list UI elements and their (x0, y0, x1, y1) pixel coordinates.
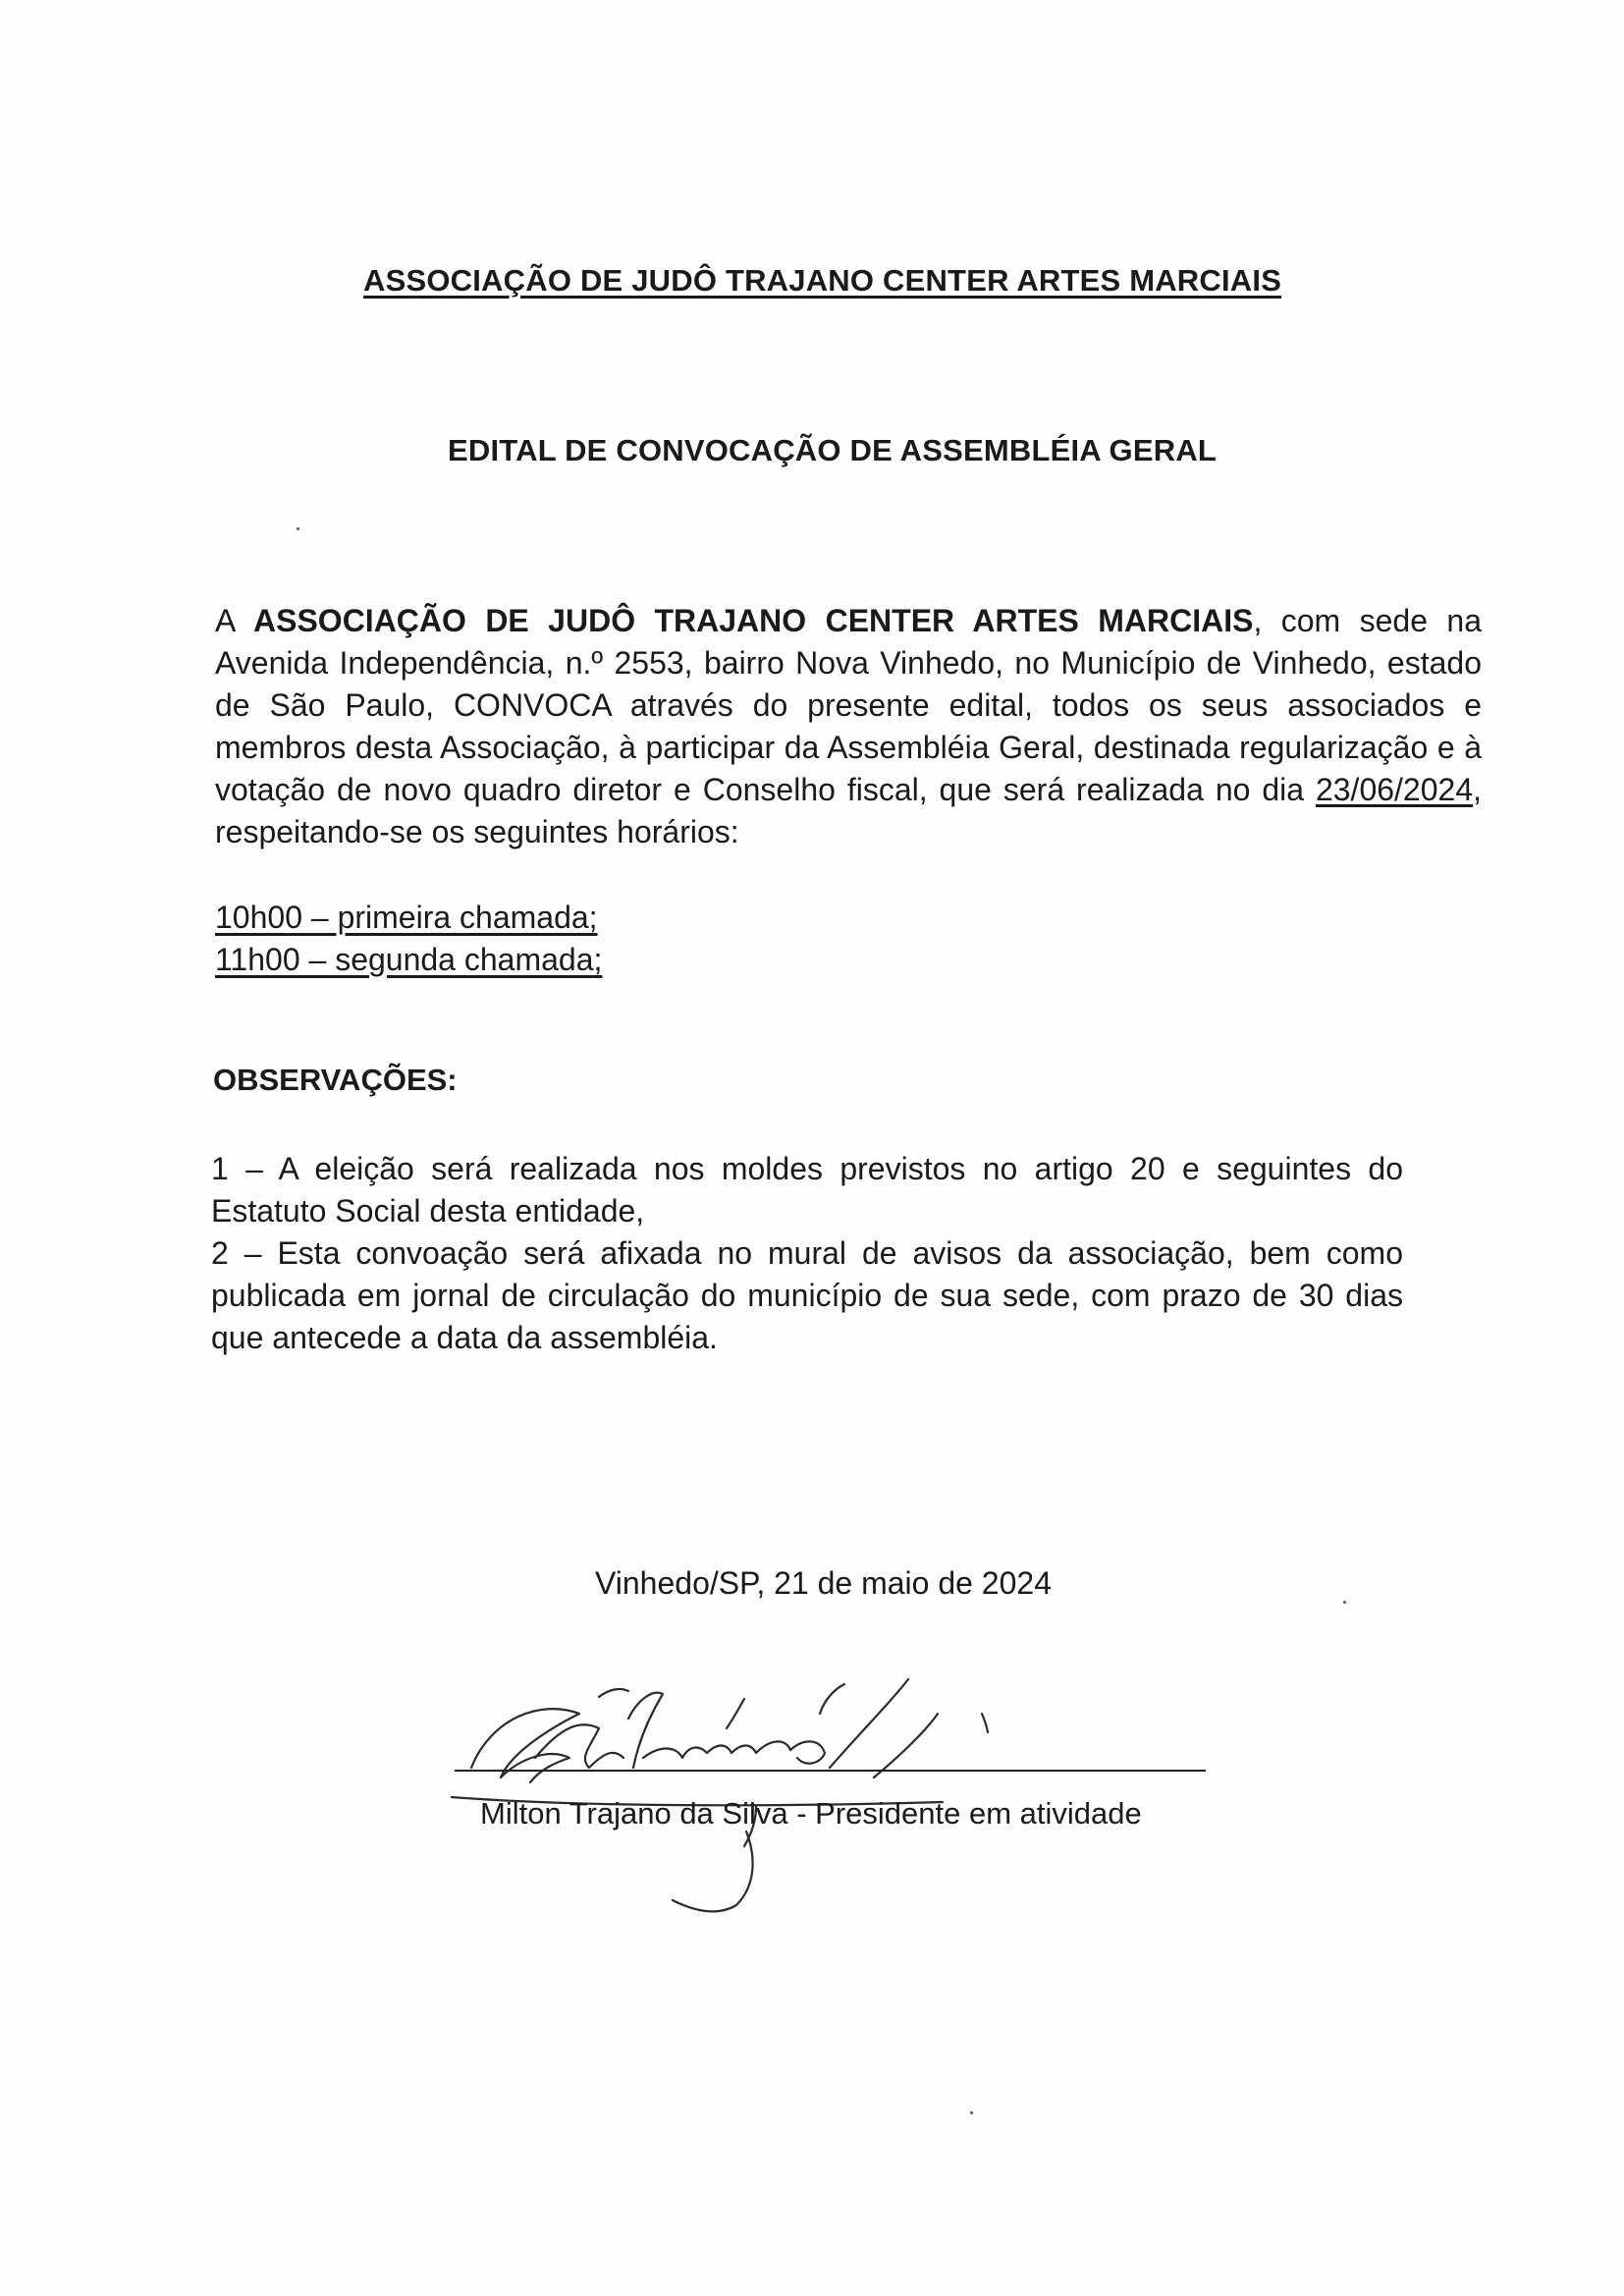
scan-speck (297, 527, 299, 530)
paragraph-prefix: A (215, 603, 253, 638)
paragraph-organization: ASSOCIAÇÃO DE JUDÔ TRAJANO CENTER ARTES MARCIAIS (253, 603, 1254, 638)
signer-name: Milton Trajano da Silva - Presidente em atividade (480, 1796, 1142, 1831)
schedule-first-call: 10h00 – primeira chamada; (215, 900, 598, 935)
scan-speck (970, 2111, 973, 2114)
paragraph-main-text: , com sede na Avenida Independência, n.º 2553, bairro Nova Vinhedo, no Município de Vinhedo, estado de São Paulo, CONVOCA através do presente edital, todos os seus associados e membros desta Associação, à participar da Assembléia Geral, destinada regularização e à votação de novo quadro diretor e Conselho fiscal, que será realizada no dia (215, 603, 1483, 807)
place-and-date: Vinhedo/SP, 21 de maio de 2024 (595, 1565, 1052, 1601)
organization-title: ASSOCIAÇÃO DE JUDÔ TRAJANO CENTER ARTES MARCIAIS (363, 263, 1282, 298)
paragraph-end-text: , respeitando-se os seguintes horários: (215, 772, 1482, 849)
schedule-second-call: 11h00 – segunda chamada; (215, 942, 603, 977)
handwritten-signature (432, 1660, 1218, 1915)
assembly-date: 23/06/2024 (1315, 772, 1474, 807)
observation-item-1: 1 – A eleição será realizada nos moldes previstos no artigo 20 e seguintes do Estatuto Social desta entidade, (211, 1151, 1403, 1229)
scan-speck (1343, 1601, 1346, 1604)
signature-line (455, 1770, 1206, 1772)
document-title: EDITAL DE CONVOCAÇÃO DE ASSEMBLÉIA GERAL (448, 433, 1218, 467)
observation-item-2: 2 – Esta convoação será afixada no mural de avisos da associação, bem como publicada em jornal de circulação do município de sua sede, com prazo de 30 dias que antecede a data da assembléia. (211, 1235, 1403, 1355)
convocation-paragraph (215, 600, 1482, 853)
schedule-list (215, 897, 602, 981)
observations-heading: OBSERVAÇÕES: (213, 1063, 458, 1097)
observations-list (211, 1148, 1403, 1359)
